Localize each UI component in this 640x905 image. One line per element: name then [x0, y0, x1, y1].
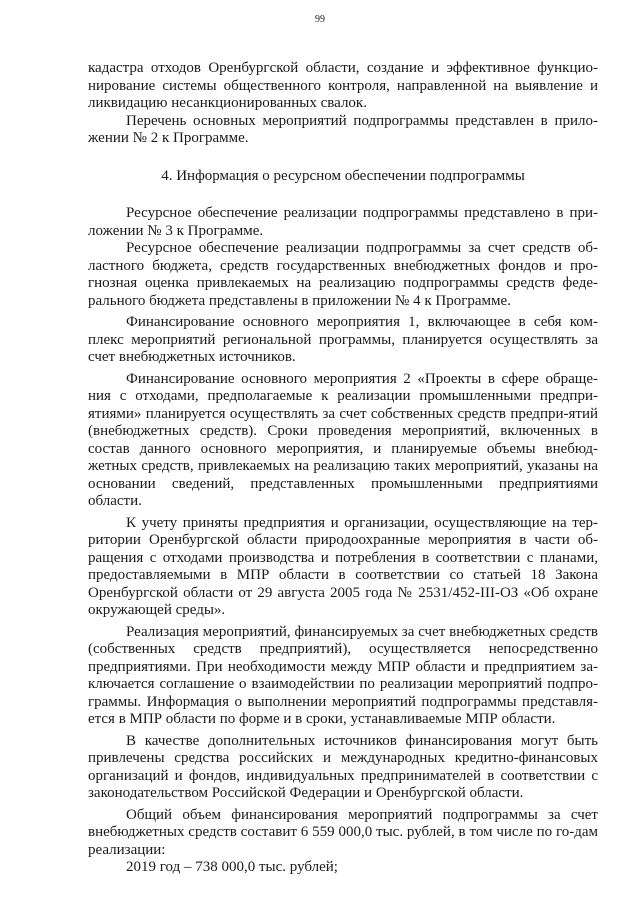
paragraph-annex-reference: Перечень основных мероприятий подпрограммы представлен в прило-жении № 2 к Программе.	[88, 112, 598, 146]
paragraph-activity-2: Финансирование основного мероприятия 2 «Проекты в сфере обраще-ния с отходами, предполагаемые к реализации промышленными предпри-ятиями» планируется осуществлять за счет собственных средств предпри-ятий (внебюджетных средств). Сроки проведения мероприятий, включенных в состав данного основного мероприятия, и планируемые объемы внебюд-жетных средств, привлекаемых на реализацию таких мероприятий, указаны на основании сведений, представленных промышленными предприятиями области.	[88, 370, 598, 509]
paragraph-continuation: кадастра отходов Оренбургской области, создание и эффективное функцио-нирование системы общественного контроля, направленной на выявление и ликвидацию несанкционированных свалок.	[88, 60, 598, 111]
page-number: 99	[315, 14, 325, 25]
paragraph-enterprises: К учету приняты предприятия и организации, осуществляющие на тер-ритории Оренбургской области природоохранные мероприятия в части об-ращения с отходами производства и потребления в соответствии с планами, предоставляемыми в МПР области в соответствии со статьей 18 Закона Оренбургской области от 29 августа 2005 года № 2531/452-III-ОЗ «Об охране окружающей среды».	[88, 514, 598, 618]
paragraph-implementation: Реализация мероприятий, финансируемых за счет внебюджетных средств (собственных средств предприятий), осуществляется непосредственно предприятиями. При необходимости между МПР области и предприятием за-ключается соглашение о взаимодействии по реализации мероприятий подпро-граммы. Информация о выполнении мероприятий подпрограммы представля-ется в МПР области по форме и в сроки, устанавливаемые МПР области.	[88, 623, 598, 727]
paragraph-resources-annex3: Ресурсное обеспечение реализации подпрограммы представлено в при-ложении № 3 к Программе.	[88, 205, 598, 239]
paragraph-resources-annex4: Ресурсное обеспечение реализации подпрограммы за счет средств об-ластного бюджета, средств государственных внебюджетных фондов и про-гнозная оценка привлекаемых на реализацию подпрограммы средств феде-рального бюджета представлены в приложении № 4 к Программе.	[88, 240, 598, 309]
paragraph-total-financing: Общий объем финансирования мероприятий подпрограммы за счет внебюджетных средств составит 6 559 000,0 тыс. рублей, в том числе по го-дам реализации:	[88, 806, 598, 858]
paragraph-activity-1: Финансирование основного мероприятия 1, включающее в себя ком-плекс мероприятий региональной программы, планируется осуществлять за счет внебюджетных источников.	[88, 314, 598, 365]
section-heading: 4. Информация о ресурсном обеспечении подпрограммы	[161, 167, 525, 184]
paragraph-year-2019: 2019 год – 738 000,0 тыс. рублей;	[126, 859, 338, 875]
document-body	[88, 60, 598, 877]
paragraph-additional-sources: В качестве дополнительных источников финансирования могут быть привлечены средства российских и международных кредитно-финансовых организаций и фондов, индивидуальных предпринимателей в соответствии с законодательством Российской Федерации и Оренбургской области.	[88, 732, 598, 801]
